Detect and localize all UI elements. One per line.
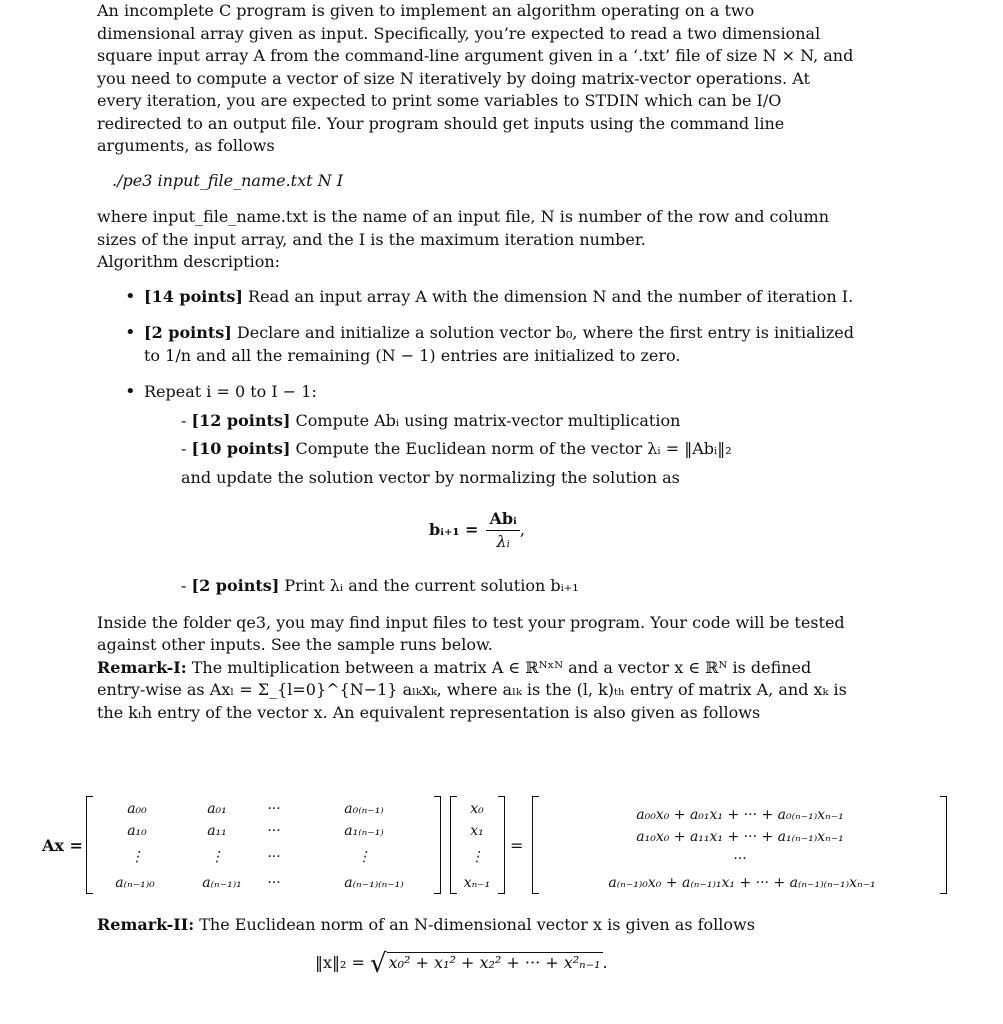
vector-entry: xₙ₋₁ (463, 875, 491, 891)
equals-sign: = (510, 836, 524, 855)
remark-2-text: The Euclidean norm of an N-dimensional vector x is given as follows (194, 915, 755, 934)
sqrt-icon: √ (370, 949, 387, 979)
step-points: [14 points] (144, 286, 243, 306)
problem-statement (97, 0, 857, 724)
matrix-right-bracket (434, 796, 441, 894)
result-row: a₁₀x₀ + a₁₁x₁ + ··· + a₁₍ₙ₋₁₎xₙ₋₁ (636, 829, 844, 845)
formula-fraction (486, 508, 519, 553)
matrix-cell: a₍ₙ₋₁₎₀ (115, 875, 155, 891)
algorithm-heading: Algorithm description: (97, 252, 281, 271)
substep-print: - [2 points] Print λᵢ and the current solution bᵢ₊₁ (181, 576, 579, 595)
equation-lhs: Ax = (42, 836, 83, 855)
step-read-input (97, 286, 857, 309)
substep-norm: - [10 points] Compute the Euclidean norm of the vector λᵢ = ‖Abᵢ‖₂ (181, 439, 732, 458)
substep-multiply: - [12 points] Compute Abᵢ using matrix-vector multiplication (181, 410, 681, 430)
remark-1 (97, 657, 857, 725)
matrix-cell: ⋮ (357, 849, 371, 865)
norm-tail: . (602, 953, 608, 972)
arguments-description: where input_file_name.txt is the name of an input file, N is number of the row and column sizes of the input array, and the I is the maximum iteration number. (97, 207, 830, 249)
matrix-cell: a₀₀ (127, 801, 147, 817)
remark-1-text: The multiplication between a matrix A ∈ ℝᴺˣᴺ and a vector x ∈ ℝᴺ is defined entry-wise as Axₗ = Σ_{l=0}^{N−1} aₗₖxₖ, where aₗₖ is the (l, k)ₜₕ entry of matrix A, and xₖ is the kₜh entry of the vector x. An equivalent representation is also given as follows (97, 657, 847, 722)
formula-denominator: λᵢ (496, 531, 510, 551)
result-row: ··· (733, 851, 747, 867)
vector-entry: ⋮ (470, 849, 484, 865)
inside-folder-paragraph: Inside the folder qe3, you may find input files to test your program. Your code will be tested against other inputs. See the sample runs below. (97, 612, 845, 654)
formula-lhs: bᵢ₊₁ = (429, 519, 479, 539)
matrix-cell: ··· (267, 849, 281, 865)
step-text: Read an input array A with the dimension N and the number of iteration I. (242, 286, 854, 306)
matrix-cell: a₀₍ₙ₋₁₎ (344, 801, 384, 817)
matrix-cell: a₀₁ (207, 801, 227, 817)
result-right-bracket (940, 796, 947, 894)
result-row: a₍ₙ₋₁₎₀x₀ + a₍ₙ₋₁₎₁x₁ + ··· + a₍ₙ₋₁₎₍ₙ₋₁₎xₙ₋₁ (608, 875, 876, 891)
formula-tail: , (519, 519, 525, 539)
intro-paragraph: An incomplete C program is given to implement an algorithm operating on a two dimensional array given as input. Specifically, you’re expected to read a two dimensional square input array A from the command-line argument given in a ‘.txt’ file of size N × N, and you need to compute a vector of size N iteratively by doing matrix-vector operations. At every iteration, you are expected to print some variables to STDIN which can be I/O redirected to an output file. Your program should get inputs using the command line arguments, as follows (97, 1, 854, 155)
matrix-cell: a₁₍ₙ₋₁₎ (344, 823, 384, 839)
vector-right-bracket (498, 796, 505, 894)
matrix-cell: a₍ₙ₋₁₎₍ₙ₋₁₎ (344, 875, 404, 891)
matrix-cell: a₍ₙ₋₁₎₁ (202, 875, 242, 891)
vector-entry: x₀ (470, 801, 484, 817)
step-text: Declare and initialize a solution vector b₀, where the first entry is initialized to 1/n and all the remaining (N − 1) entries are initialized to zero. (144, 323, 854, 365)
formula-numerator: Abᵢ (486, 508, 519, 531)
update-formula (97, 501, 857, 559)
step-points: [2 points] (144, 323, 232, 342)
matrix-cell: ··· (267, 801, 281, 817)
substep-update-text: and update the solution vector by normalizing the solution as (181, 467, 680, 487)
matrix-cell: ⋮ (210, 849, 224, 865)
remark-2-label: Remark-II: (97, 915, 195, 934)
loop-body (181, 410, 857, 490)
matrix-vector-equation (42, 796, 952, 896)
step-text: Repeat i = 0 to I − 1: (144, 382, 317, 401)
norm-body: x₀² + x₁² + x₂² + ··· + x²ₙ₋₁ (388, 953, 601, 972)
matrix-cell: ··· (267, 823, 281, 839)
step-repeat-loop (97, 381, 857, 404)
matrix-cell: a₁₀ (127, 823, 147, 839)
matrix-cell: a₁₁ (207, 823, 227, 839)
command-line-usage: ./pe3 input_file_name.txt N I (112, 170, 344, 190)
remark-2 (97, 914, 877, 937)
result-row: a₀₀x₀ + a₀₁x₁ + ··· + a₀₍ₙ₋₁₎xₙ₋₁ (636, 807, 844, 823)
algorithm-steps (97, 286, 857, 404)
matrix-cell: ··· (267, 875, 281, 891)
vector-entry: x₁ (470, 823, 484, 839)
step-init-vector (97, 322, 857, 367)
norm-lhs: ‖x‖₂ = (315, 953, 365, 972)
matrix-cell: ⋮ (130, 849, 144, 865)
norm-equation (315, 948, 608, 979)
remark-1-label: Remark-I: (97, 657, 187, 677)
